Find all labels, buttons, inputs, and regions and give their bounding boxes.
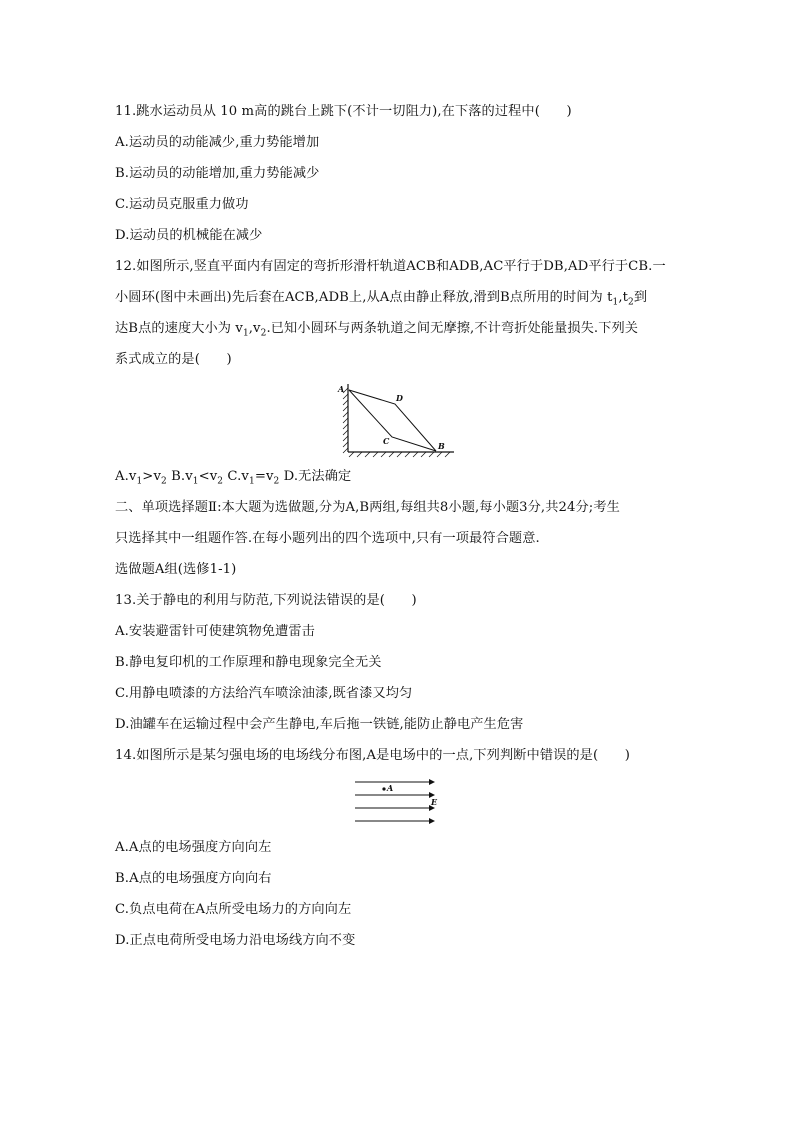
track-adb <box>349 390 436 451</box>
label-c: C <box>383 436 390 446</box>
q14-option-b: B.A点的电场强度方向向右 <box>115 871 272 886</box>
q12-stem-line4: 系式成立的是( ) <box>115 352 232 367</box>
q12-stem-line3: 达B点的速度大小为 $v_1,v_2$.已知小圆环与两条轨道之间无摩擦,不计弯折处能量损失.下列关 <box>115 321 639 339</box>
q12-options: $A.v_1>v_2$ $B.v_1<v_2$ $C.v_1=v_2$ D.无法确定 <box>115 469 352 487</box>
q13-option-d: D.油罐车在运输过程中会产生静电,车后拖一铁链,能防止静电产生危害 <box>115 717 524 732</box>
q11-stem: 11.跳水运动员从 10 m高的跳台上跳下(不计一切阻力),在下落的过程中( ) <box>115 104 572 119</box>
q14-stem: 14.如图所示是某匀强电场的电场线分布图,A是电场中的一点,下列判断中错误的是( ) <box>115 748 631 763</box>
ground-hatch <box>349 452 450 457</box>
q13-stem: 13.关于静电的利用与防范,下列说法错误的是( ) <box>115 593 417 608</box>
q13-option-a: A.安装避雷针可使建筑物免遭雷击 <box>115 624 315 639</box>
q11-option-b: B.运动员的动能增加,重力势能减少 <box>115 166 320 181</box>
q14-option-a: A.A点的电场强度方向向左 <box>115 840 272 855</box>
track-acb <box>349 390 436 451</box>
q12-stem-line2: 小圆环(图中未画出)先后套在ACB,ADB上,从A点由静止释放,滑到B点所用的时间为 $t_1,t_2$到 <box>115 290 648 308</box>
q13-option-c: C.用静电喷漆的方法给汽车喷涂油漆,既省漆又均匀 <box>115 686 413 701</box>
incline-track-diagram <box>334 378 459 464</box>
q12-track-figure <box>334 378 459 468</box>
q14-option-c: C.负点电荷在A点所受电场力的方向向左 <box>115 902 352 917</box>
q13-option-b: B.静电复印机的工作原理和静电现象完全无关 <box>115 655 382 670</box>
label-e: E <box>431 797 438 807</box>
q11-option-a: A.运动员的动能减少,重力势能增加 <box>115 135 320 150</box>
q11-option-c: C.运动员克服重力做功 <box>115 197 249 212</box>
label-d: D <box>396 393 403 403</box>
wall-hatch <box>343 388 348 453</box>
q12-stem-line1: 12.如图所示,竖直平面内有固定的弯折形滑杆轨道ACB和ADB,AC平行于DB,AD平行于CB.一 <box>115 259 666 274</box>
section2-heading-line1: 二、单项选择题Ⅱ:本大题为选做题,分为A,B两组,每组共8小题,每小题3分,共24分;考生 <box>115 500 620 515</box>
label-b: B <box>438 441 445 451</box>
electric-field-diagram <box>350 778 445 828</box>
section2-heading-line2: 只选择其中一组题作答.在每小题列出的四个选项中,只有一项最符合题意. <box>115 531 540 546</box>
section2-group-label: 选做题A组(选修1-1) <box>115 562 237 577</box>
q14-option-d: D.正点电荷所受电场力沿电场线方向不变 <box>115 933 356 948</box>
q14-field-figure <box>350 778 445 832</box>
label-a: A <box>338 384 345 394</box>
q11-option-d: D.运动员的机械能在减少 <box>115 228 263 243</box>
label-a: A <box>387 783 394 793</box>
point-a-dot <box>382 787 385 790</box>
